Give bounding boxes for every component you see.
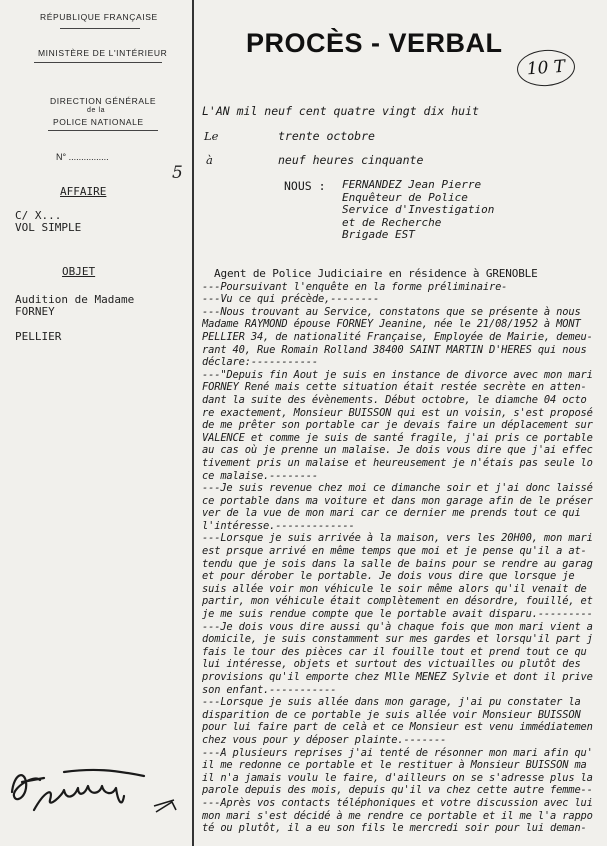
body-line: rant 40, Rue Romain Rolland 38400 SAINT MARTIN D'HERES qui nous (202, 343, 587, 356)
body-line: ---Nous trouvant au Service, constatons que se présente à nous (202, 305, 581, 318)
margin-divider (192, 0, 194, 846)
objet-line-2: FORNEY (15, 305, 55, 318)
nous-label: NOUS : (284, 179, 326, 193)
body-line: tivement pris un malaise et heureusement je n'étais pas seule lo (202, 456, 593, 469)
officer-line: Brigade EST (342, 228, 415, 241)
body-line: domicile, je suis constamment sur mes gardes et lorsqu'il part j (202, 633, 593, 646)
direction-line-2: de la (87, 107, 106, 114)
affaire-label: AFFAIRE (60, 185, 107, 198)
direction-line-3: POLICE NATIONALE (53, 117, 144, 127)
officer-line: Enquêteur de Police (342, 190, 468, 204)
body-line: ce malaise.-------- (202, 469, 319, 482)
body-line: chez vous pour y déposer plainte.------- (202, 733, 447, 746)
body-line: au cas où je prenne un malaise. Je dois vous dire que j'ai effec (202, 444, 593, 457)
body-line: il me redonne ce portable et le restituer à Monsieur BUISSON ma (202, 759, 587, 772)
body-line: partir, mon véhicule était complètement en désordre, fouillé, et (202, 595, 593, 608)
body-line: ---Lorsque je suis allée dans mon garage, j'ai pu constater la (202, 696, 581, 709)
body-line: ver de la vue de mon mari car ce dernier me prends tout ce qui (202, 507, 581, 520)
le-label: Le (204, 129, 219, 143)
document-title: PROCÈS - VERBAL (246, 28, 503, 58)
objet-label: OBJET (62, 265, 96, 278)
objet-line-3: PELLIER (15, 330, 62, 343)
body-line: pour lui faire part de celà et ce Monsieur est venu immédiatemen (202, 721, 593, 734)
body-line: et pour dérober le portable. Je dois vous dire que lorsque je (202, 570, 575, 583)
header-rule (60, 28, 140, 29)
body-line: tendu que je sois dans la salle de bains pour se rendre au garag (202, 557, 593, 570)
body-line: PELLIER 34, de nationalité Française, Employée de Mairie, demeu- (202, 330, 593, 343)
affaire-line-2: VOL SIMPLE (15, 221, 82, 234)
officer-block (342, 179, 494, 242)
body-line: FORNEY René mais cette situation était restée secrète en atten- (202, 381, 587, 394)
officer-line: Service d'Investigation (342, 203, 495, 216)
body-line: ---Vu ce qui précède,-------- (202, 293, 380, 306)
body-line: l'intéresse.------------- (202, 519, 355, 532)
number-field: N° ................ (56, 152, 109, 162)
body-line: je me suis rendue compte que le portable avait disparu.--------- (202, 608, 593, 621)
body-line: ---Après vos contacts téléphoniques et votre discussion avec lui (202, 796, 593, 809)
body-line: ---"Depuis fin Aout je suis en instance de divorce avec mon mari (202, 368, 593, 381)
body-line: il n'a jamais voulu le faire, d'ailleurs on se s'adresse plus la (202, 771, 593, 784)
body-line: ce portable dans ma voiture et dans mon garage afin de le préser (202, 494, 593, 507)
body-line: mon mari s'est décidé à me rendre ce portable et il me l'a rappo (202, 809, 593, 822)
body-line: VALENCE et comme je suis de santé fragile, j'ai pris ce portable (202, 431, 593, 444)
statement-body (202, 268, 604, 835)
body-line: parole depuis des mois, depuis qu'il va chez cette autre femme-- (202, 784, 593, 797)
body-heading: Agent de Police Judiciaire en résidence à GRENOBLE (214, 268, 538, 280)
handwritten-stamp: 10 T (516, 48, 576, 88)
body-line: ---Lorsque je suis arrivée à la maison, vers les 20H00, mon mari (202, 532, 593, 545)
body-line: ---A plusieurs reprises j'ai tenté de résonner mon mari afin qu' (202, 746, 593, 759)
year-line: L'AN mil neuf cent quatre vingt dix huit (202, 104, 479, 118)
body-line: ---Je suis revenue chez moi ce dimanche soir et j'ai donc laissé (202, 482, 593, 495)
body-line: provisions qu'il emporte chez Mlle MENEZ Sylvie et dont il prive (202, 671, 593, 683)
body-line: Madame RAYMOND épouse FORNEY Jeanine, née le 21/08/1952 à MONT (202, 318, 581, 331)
republic-label: RÉPUBLIQUE FRANÇAISE (40, 12, 158, 22)
ministry-label: MINISTÈRE DE L'INTÉRIEUR (38, 48, 168, 58)
body-line: dant la suite des évènements. Début octobre, le diamche 04 octo (202, 393, 587, 406)
body-line: déclare:----------- (202, 356, 319, 369)
body-line: disparition de ce portable je suis allée voir Monsieur BUISSON (202, 708, 581, 721)
handwritten-number: 5 (172, 163, 183, 183)
direction-line-1: DIRECTION GÉNÉRALE (50, 96, 157, 106)
officer-line: FERNANDEZ Jean Pierre (342, 178, 482, 191)
ministry-rule (34, 62, 162, 63)
time-value: neuf heures cinquante (278, 153, 424, 167)
direction-rule (48, 130, 158, 131)
body-line: de me prêter son portable car je devais faire un déplacement sur (202, 419, 593, 432)
body-line: fais le tour des pièces car il fouille tout et prend tout ce qu (202, 645, 587, 658)
body-line: lui intéresse, objets et surtout des victuailles ou plutôt des (202, 658, 581, 671)
body-line: ---Je dois vous dire aussi qu'à chaque fois que mon mari vient a (202, 620, 593, 633)
body-line: té ou plutôt, il a eu son fils le mercredi soir pour lui deman- (202, 822, 587, 835)
officer-line: et de Recherche (342, 215, 442, 229)
body-line: re exactement, Monsieur BUISSON qui est un voisin, s'est proposé (202, 406, 593, 419)
signature-image (4, 752, 184, 822)
date-value: trente octobre (278, 129, 375, 143)
affaire-line-1: C/ X... (15, 209, 62, 222)
body-line: ---Poursuivant l'enquête en la forme préliminaire- (202, 280, 508, 293)
objet-line-1: Audition de Madame (15, 293, 135, 306)
body-line: est prsque arrivé en même temps que moi et je pense qu'il a at- (202, 545, 587, 558)
body-line: son enfant.----------- (202, 683, 337, 696)
body-line: suis allée voir mon véhicule le soir même alors qu'il venait de (202, 582, 587, 595)
a-label: à (206, 153, 213, 167)
